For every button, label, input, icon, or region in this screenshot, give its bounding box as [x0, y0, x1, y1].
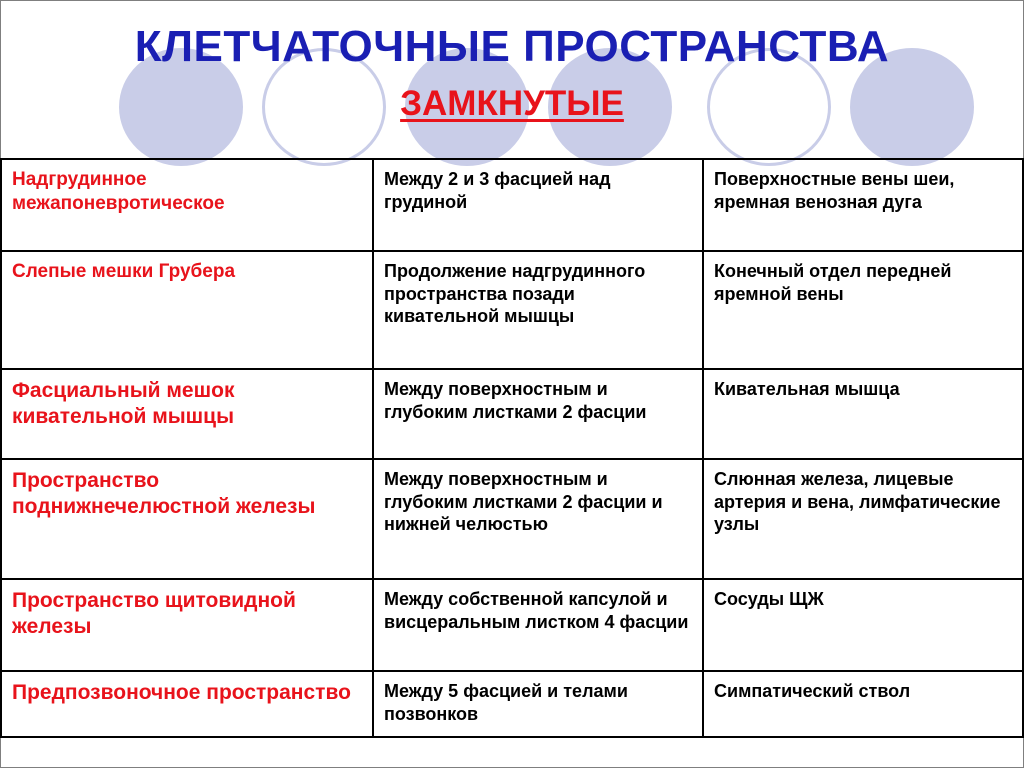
space-name-cell: Пространство щитовидной железы: [1, 579, 373, 671]
contents-cell: Слюнная железа, лицевые артерия и вена, лимфатические узлы: [703, 459, 1023, 579]
table-row: [1, 459, 1023, 579]
contents-cell: Кивательная мышца: [703, 369, 1023, 459]
space-name-cell: Пространство поднижнечелюстной железы: [1, 459, 373, 579]
contents-cell: Конечный отдел передней яремной вены: [703, 251, 1023, 369]
location-cell: Между собственной капсулой и висцеральным листком 4 фасции: [373, 579, 703, 671]
location-cell: Между поверхностным и глубоким листками 2 фасции и нижней челюстью: [373, 459, 703, 579]
location-cell: Между поверхностным и глубоким листками 2 фасции: [373, 369, 703, 459]
space-name-cell: Слепые мешки Грубера: [1, 251, 373, 369]
space-name-cell: Фасциальный мешок кивательной мышцы: [1, 369, 373, 459]
location-cell: Между 2 и 3 фасцией над грудиной: [373, 159, 703, 251]
space-name-cell: Предпозвоночное пространство: [1, 671, 373, 737]
location-cell: Продолжение надгрудинного пространства позади кивательной мышцы: [373, 251, 703, 369]
spaces-table: [0, 158, 1024, 738]
contents-cell: Поверхностные вены шеи, яремная венозная дуга: [703, 159, 1023, 251]
table-row: [1, 369, 1023, 459]
table-row: [1, 159, 1023, 251]
location-cell: Между 5 фасцией и телами позвонков: [373, 671, 703, 737]
table-row: [1, 671, 1023, 737]
table-row: [1, 579, 1023, 671]
table-row: [1, 251, 1023, 369]
slide-subtitle: ЗАМКНУТЫЕ: [400, 84, 624, 123]
slide-title: КЛЕТЧАТОЧНЫЕ ПРОСТРАНСТВА: [134, 22, 890, 71]
contents-cell: Симпатический ствол: [703, 671, 1023, 737]
space-name-cell: Надгрудинное межапоневротическое: [1, 159, 373, 251]
contents-cell: Сосуды ЩЖ: [703, 579, 1023, 671]
